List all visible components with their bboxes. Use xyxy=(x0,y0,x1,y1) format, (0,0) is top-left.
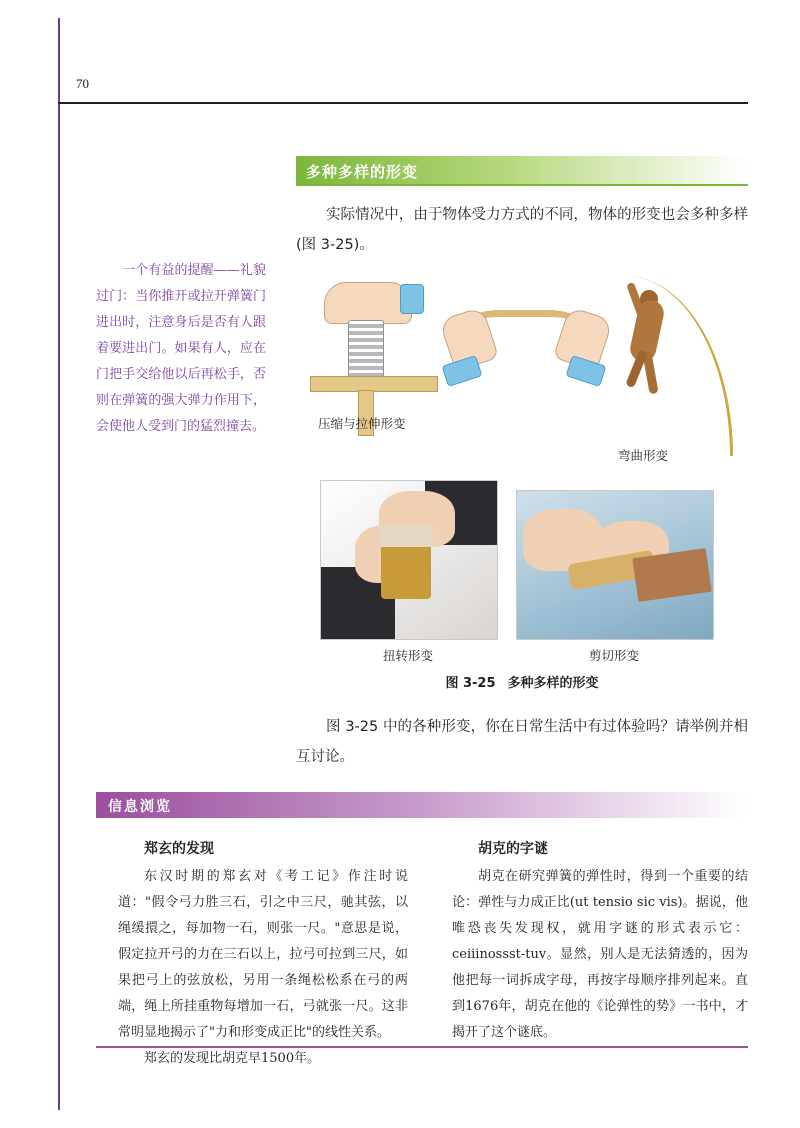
info-browse-bar xyxy=(96,792,748,818)
info-column-left xyxy=(118,836,408,1072)
figure-group xyxy=(296,272,748,692)
info-column-left-body: 东汉时期的郑玄对《考工记》作注时说道："假令弓力胜三石，引之中三尺，驰其弦，以绳缓擐之，每加物一石，则张一尺。"意思是说，假定拉开弓的力在三石以上，拉弓可拉到三尺，如果把弓上的弦放松，另用一条绳松松系在弓的两端，绳上所挂重物每增加一石，弓就张一尺。这非常明显地揭示了"力和形变成正比"的线性关系。 xyxy=(118,869,408,1040)
info-browse-label: 信息浏览 xyxy=(108,799,172,815)
photo-shear xyxy=(516,490,714,640)
left-sleeve-cuff-shape xyxy=(441,355,482,387)
jar-region xyxy=(381,543,431,599)
photo-torsion xyxy=(320,480,498,640)
section-heading-underline xyxy=(296,184,748,186)
info-column-left-title: 郑玄的发现 xyxy=(144,841,214,857)
intro-paragraph: 实际情况中，由于物体受力方式的不同，物体的形变也会多种多样(图 3-25)。 xyxy=(296,207,748,253)
header-divider xyxy=(58,102,748,104)
caption-compression-tension: 压缩与拉伸形变 xyxy=(318,416,406,431)
illustration-pole-vault-bending xyxy=(618,272,748,472)
jar-lid-region xyxy=(379,525,433,547)
metal-sheet-region xyxy=(632,548,711,602)
hand-shape xyxy=(324,282,412,324)
caption-shear: 剪切形变 xyxy=(588,648,639,663)
left-margin-rule xyxy=(58,18,60,1110)
caption-bending: 弯曲形变 xyxy=(618,448,669,463)
margin-note: 一个有益的提醒——礼貌过门：当你推开或拉开弹簧门进出时，注意身后是否有人跟着要进出门。如果有人，应在门把手交给他以后再松手，否则在弹簧的强大弹力作用下，会使他人受到门的猛烈撞去。 xyxy=(96,263,266,434)
section-heading-label: 多种多样的形变 xyxy=(306,163,419,181)
caption-torsion: 扭转形变 xyxy=(382,648,433,663)
info-column-right xyxy=(452,836,748,1046)
info-section-underline xyxy=(96,1046,748,1048)
page-number: 70 xyxy=(76,76,89,91)
figure-title-text: 多种多样的形变 xyxy=(507,676,599,691)
info-column-right-body: 胡克在研究弹簧的弹性时，得到一个重要的结论：弹性与力成正比(ut tensio sic vis)。据说，他唯恐丧失发现权，就用字谜的形式表示它：ceiiinossst-tuv。显然，别人是无法猜透的，因为他把每一词拆成字母，再按字母顺序排列起来。直到1676年，胡克在他的《论弹性的势》一书中，才揭开了这个谜底。 xyxy=(452,869,748,1040)
section-heading-bar xyxy=(296,156,748,184)
table-top-shape xyxy=(310,376,438,392)
spring-shape xyxy=(348,320,384,378)
closing-paragraph: 图 3-25 中的各种形变，你在日常生活中有过体验吗？请举例并相互讨论。 xyxy=(296,719,748,765)
sleeve-cuff-shape xyxy=(400,284,424,314)
info-column-left-body-2: 郑玄的发现比胡克早1500年。 xyxy=(144,1051,321,1066)
info-column-right-title: 胡克的字谜 xyxy=(478,841,548,857)
figure-title xyxy=(296,672,748,691)
figure-number: 图 3-25 xyxy=(445,676,496,691)
